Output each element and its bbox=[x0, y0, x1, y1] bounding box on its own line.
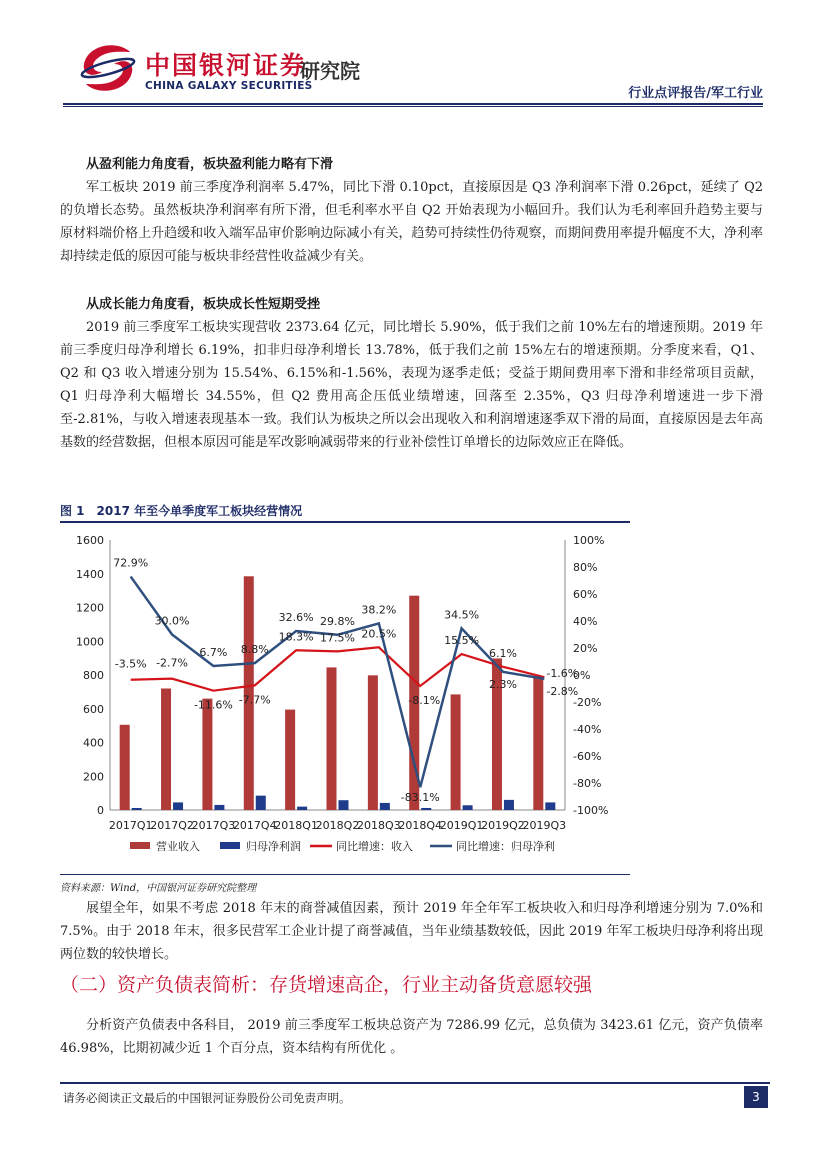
y-left-tick-label: 800 bbox=[83, 669, 104, 682]
figure-source: 资料来源：Wind，中国银河证券研究院整理 bbox=[60, 883, 257, 894]
header-divider-thin bbox=[63, 106, 763, 107]
y-right-tick-label: -60% bbox=[573, 750, 602, 763]
revenue-growth-data-label: 18.3% bbox=[278, 630, 314, 644]
x-tick-label: 2019Q1 bbox=[439, 819, 484, 832]
revenue-growth-data-label: -8.1% bbox=[408, 693, 441, 707]
revenue-growth-data-label: -2.7% bbox=[156, 656, 189, 670]
revenue-bar bbox=[285, 710, 295, 810]
figure-title: 图 1 2017 年至今单季度军工板块经营情况 bbox=[60, 504, 303, 518]
net-profit-bar bbox=[214, 805, 224, 810]
x-tick-label: 2017Q4 bbox=[232, 819, 277, 832]
outlook-section bbox=[60, 897, 763, 966]
legend-swatch bbox=[130, 842, 150, 849]
y-left-tick-label: 1600 bbox=[76, 534, 104, 547]
x-tick-label: 2017Q2 bbox=[150, 819, 194, 832]
revenue-bar bbox=[120, 725, 130, 810]
footer-disclaimer: 请务必阅读正文最后的中国银河证券股份公司免责声明。 bbox=[63, 1091, 351, 1105]
x-tick-label: 2019Q3 bbox=[522, 819, 567, 832]
net-profit-bar bbox=[339, 800, 349, 810]
y-right-tick-label: -20% bbox=[573, 696, 602, 709]
x-tick-label: 2018Q4 bbox=[398, 819, 443, 832]
legend-label: 归母净利润 bbox=[246, 840, 301, 853]
y-left-tick-label: 400 bbox=[83, 736, 104, 750]
y-right-tick-label: -80% bbox=[573, 777, 602, 790]
net-profit-bar bbox=[421, 808, 431, 810]
legend-label: 同比增速：归母净利 bbox=[456, 840, 555, 853]
balance-sheet-section bbox=[60, 1014, 763, 1060]
profitability-heading: 从盈利能力角度看，板块盈利能力略有下滑 bbox=[86, 157, 334, 172]
revenue-growth-data-label: 6.1% bbox=[488, 646, 517, 660]
x-tick-label: 2017Q3 bbox=[191, 819, 236, 832]
revenue-growth-data-label: 15.5% bbox=[444, 634, 480, 648]
legend-label: 营业收入 bbox=[156, 840, 200, 853]
outlook-body: 展望全年，如果不考虑 2018 年末的商誉减值因素，预计 2019 年全年军工板块收入和归母净利增速分别为 7.0%和 7.5%。由于 2018 年末，很多民营军工企业计提了商誉减值，当年业绩基数较低，因此 2019 年军工板块归母净利将出现两位数的较快增长。 bbox=[60, 901, 763, 962]
header-divider bbox=[63, 103, 763, 105]
x-tick-label: 2017Q1 bbox=[108, 819, 153, 832]
footer-divider bbox=[60, 1082, 770, 1084]
y-right-tick-label: -40% bbox=[573, 723, 602, 736]
x-tick-label: 2018Q1 bbox=[274, 819, 318, 832]
y-left-tick-label: 1400 bbox=[76, 567, 104, 581]
net-profit-bar bbox=[463, 805, 473, 810]
brand-research-institute: 研究院 bbox=[300, 59, 360, 83]
profit-growth-data-label: 34.5% bbox=[444, 608, 480, 622]
y-left-tick-label: 200 bbox=[83, 770, 104, 784]
profit-growth-data-label: 30.0% bbox=[154, 614, 190, 628]
y-right-tick-label: 80% bbox=[573, 561, 598, 574]
profit-growth-data-label: 29.8% bbox=[320, 614, 355, 628]
revenue-bar bbox=[368, 675, 378, 810]
profit-growth-data-label: 32.6% bbox=[278, 610, 314, 624]
growth-body: 2019 前三季度军工板块实现营收 2373.64 亿元，同比增长 5.90%，低于我们之前 10%左右的增速预期。2019 年前三季度归母净利增长 6.19%，扣非归母净利增长 13.78%，低于我们之前 15%左右的增速预期。分季度来看，Q1、Q2 和 Q3 收入增速分别为 15.54%、6.15%和-1.56%，表现为逐季走低；受益于期间费用率下滑和非经常项目贡献，Q1 归母净利大幅增长 34.55%，但 Q2 费用高企压低业绩增速，回落至 2.35%，Q3 归母净利增速进一步下滑至-2.81%，与收入增速表现基本一致。我们认为板块之所以会出现收入和利润增速逐季双下滑的局面，直接原因是去年高基数的经营数据，但根本原因可能是军改影响减弱带来的行业补偿性订单增长的边际效应正在降低。 bbox=[60, 320, 763, 450]
profit-growth-data-label: 72.9% bbox=[113, 556, 149, 570]
profit-growth-data-label: 8.8% bbox=[240, 643, 269, 657]
y-left-tick-label: 1200 bbox=[76, 601, 104, 615]
document-type: 行业点评报告/军工行业 bbox=[628, 86, 763, 101]
revenue-bar bbox=[533, 678, 543, 810]
x-tick-label: 2018Q3 bbox=[357, 819, 401, 832]
balance-sheet-body: 分析资产负债表中各科目， 2019 前三季度军工板块总资产为 7286.99 亿元，总负债为 3423.61 亿元，资产负债率 46.98%，比期初减少近 1 个百分点，资本结构有所优化 。 bbox=[60, 1018, 763, 1056]
y-right-tick-label: -100% bbox=[573, 804, 609, 817]
profit-growth-data-label: -2.8% bbox=[546, 684, 579, 698]
brand-name-cn: 中国银河证券 bbox=[145, 51, 308, 80]
legend-swatch bbox=[220, 842, 240, 849]
revenue-bar bbox=[451, 694, 461, 810]
figure-bottom-rule bbox=[60, 874, 630, 875]
revenue-growth-data-label: -1.6% bbox=[546, 667, 579, 681]
figure-top-rule bbox=[60, 521, 630, 523]
profit-growth-data-label: 6.7% bbox=[199, 645, 228, 659]
profitability-body: 军工板块 2019 前三季度净利润率 5.47%，同比下滑 0.10pct，直接原因是 Q3 净利润率下滑 0.26pct，延续了 Q2 的负增长态势。虽然板块净利润率有所下滑，但毛利率水平自 Q2 开始表现为小幅回升。我们认为毛利率回升趋势主要与原材料端价格上升趋缓和收入端军品审价影响边际减小有关，趋势可持续性仍待观察，而期间费用率提升幅度不大，净利率却持续走低的原因可能与板块非经营性收益减少有关。 bbox=[60, 180, 763, 264]
y-left-tick-label: 600 bbox=[83, 702, 104, 716]
growth-heading: 从成长能力角度看，板块成长性短期受挫 bbox=[86, 297, 321, 312]
y-left-tick-label: 0 bbox=[97, 804, 104, 817]
legend-label: 同比增速：收入 bbox=[336, 840, 413, 853]
net-profit-bar bbox=[297, 807, 307, 810]
net-profit-bar bbox=[256, 796, 266, 810]
revenue-growth-data-label: 17.5% bbox=[320, 631, 355, 645]
profitability-section bbox=[60, 153, 763, 268]
y-right-tick-label: 20% bbox=[573, 642, 598, 655]
x-tick-label: 2019Q2 bbox=[481, 819, 525, 832]
net-profit-bar bbox=[380, 803, 390, 810]
profit-growth-line bbox=[131, 577, 545, 788]
revenue-growth-data-label: 20.5% bbox=[361, 627, 397, 641]
brand-name-en: CHINA GALAXY SECURITIES bbox=[145, 80, 313, 92]
revenue-growth-data-label: -11.6% bbox=[193, 698, 233, 712]
y-right-tick-label: 100% bbox=[573, 534, 605, 547]
y-right-tick-label: 60% bbox=[573, 588, 598, 601]
page-number: 3 bbox=[744, 1086, 768, 1108]
profit-growth-data-label: 2.3% bbox=[488, 677, 517, 691]
profit-growth-data-label: -83.1% bbox=[400, 791, 440, 805]
revenue-bar bbox=[327, 667, 337, 810]
revenue-bar bbox=[202, 699, 212, 810]
profit-growth-data-label: 38.2% bbox=[361, 603, 397, 617]
net-profit-bar bbox=[173, 802, 183, 810]
galaxy-logo-icon bbox=[78, 42, 138, 94]
y-left-tick-label: 1000 bbox=[76, 635, 104, 649]
quarterly-performance-chart bbox=[60, 528, 630, 873]
net-profit-bar bbox=[132, 808, 142, 810]
net-profit-bar bbox=[545, 802, 555, 810]
x-tick-label: 2018Q2 bbox=[315, 819, 360, 832]
revenue-bar bbox=[161, 689, 171, 811]
balance-sheet-heading: （二）资产负债表简析：存货增速高企，行业主动备货意愿较强 bbox=[60, 974, 593, 996]
revenue-growth-data-label: -7.7% bbox=[238, 693, 271, 707]
y-right-tick-label: 0% bbox=[573, 669, 591, 682]
revenue-growth-data-label: -3.5% bbox=[114, 657, 147, 671]
growth-section bbox=[60, 293, 763, 454]
y-right-tick-label: 40% bbox=[573, 615, 598, 628]
revenue-growth-line bbox=[131, 647, 545, 690]
net-profit-bar bbox=[504, 800, 514, 810]
